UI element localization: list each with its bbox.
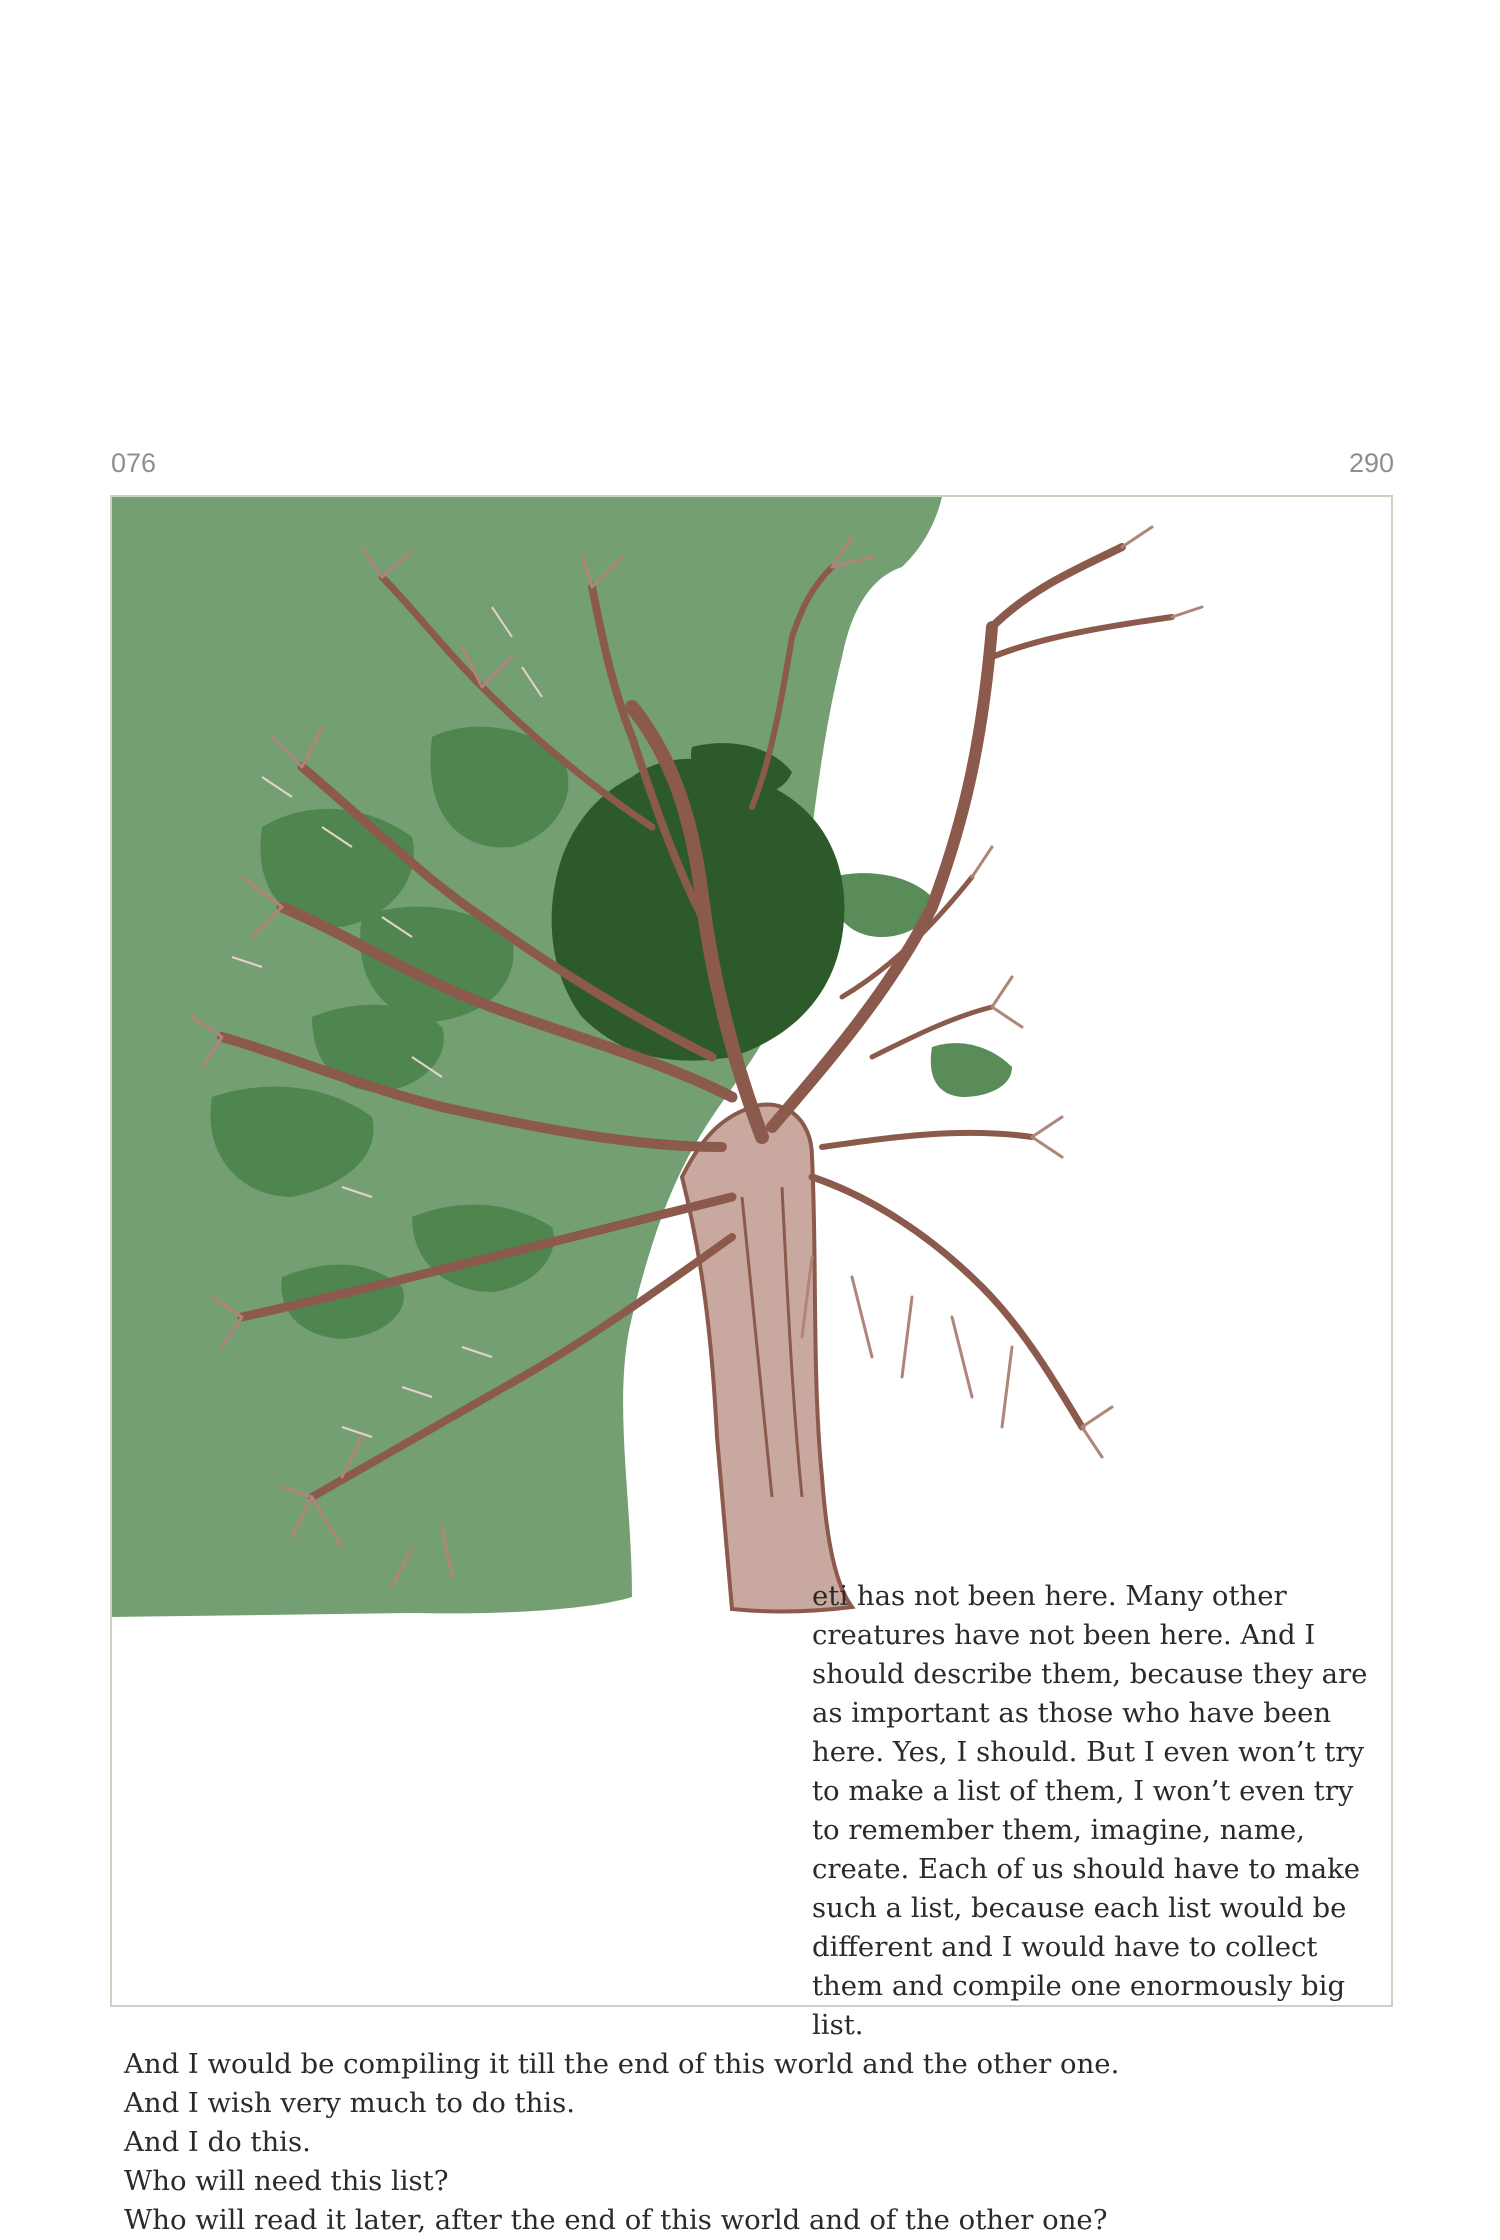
paragraph: And I do this. — [124, 2126, 311, 2158]
paragraph: eti has not been here. Many other creatures have not been here. And I should describe them, because they are as important as those who have been here. Yes, I should. But I even won’t try to make a list of them, I won’t even try to remember them, imagine, name, create. Each of us should have to make such a list, because each list would be different and I would have to collect them and compile one enormously big list. — [812, 1580, 1368, 2041]
leaf-mass — [931, 1043, 1012, 1097]
paragraph: And I wish very much to do this. — [124, 2087, 575, 2119]
tree-illustration — [112, 497, 1391, 1647]
body-text — [124, 1577, 1379, 2240]
page-frame — [110, 495, 1393, 2236]
paragraph: And I would be compiling it till the end of this world and the other one. — [124, 2048, 1120, 2080]
page-number-left: 076 — [111, 448, 157, 478]
paragraph: Who will need this list? — [124, 2165, 449, 2197]
paragraph: Who will read it later, after the end of this world and of the other one? — [124, 2204, 1108, 2236]
page-number-right: 290 — [1348, 448, 1394, 478]
